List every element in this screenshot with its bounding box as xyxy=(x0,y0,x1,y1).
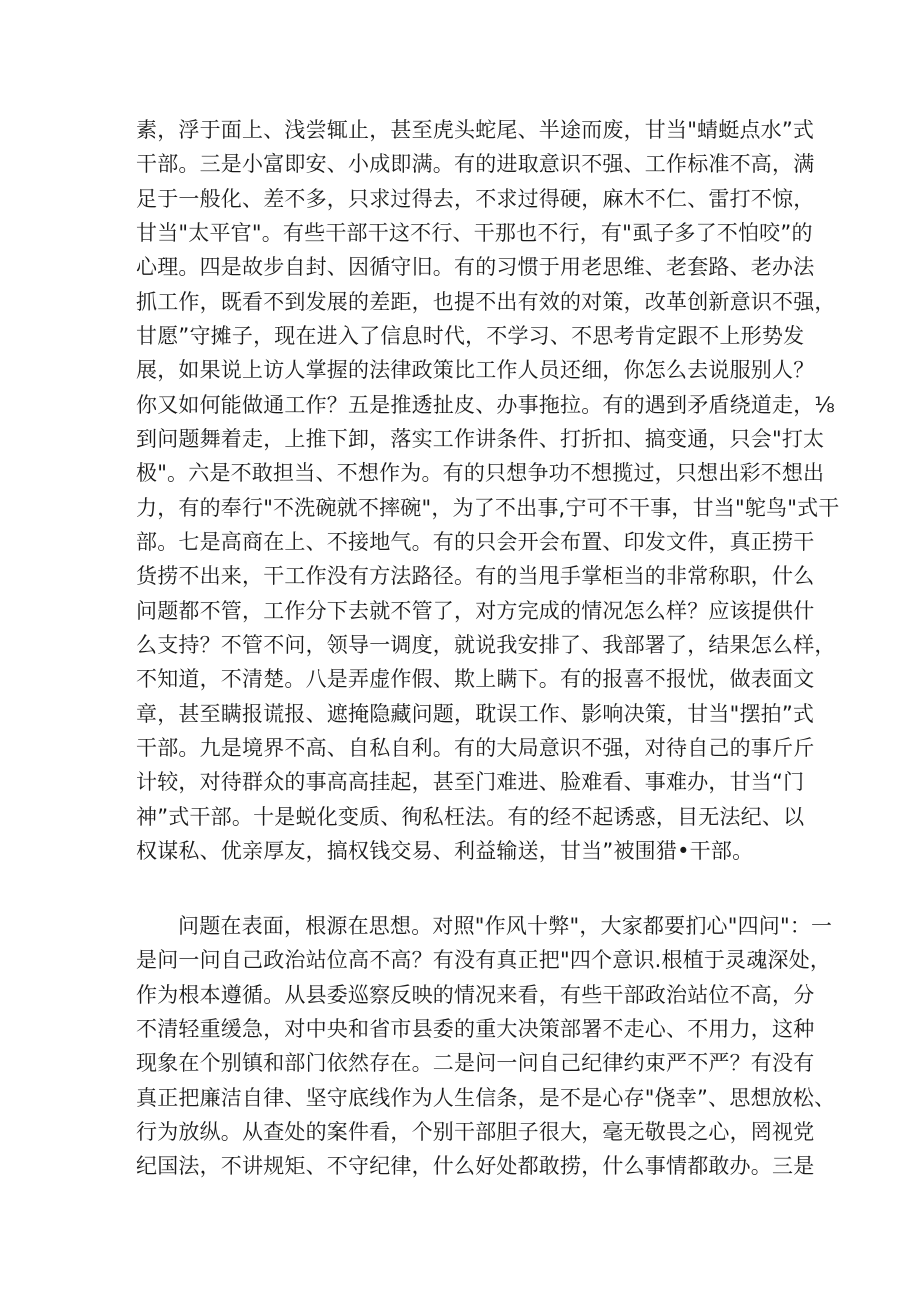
text-line: 足于一般化、差不多，只求过得去，不求过得硬，麻木不仁、雷打不惊， xyxy=(136,187,815,211)
text-line: 甘当"太平官"。有些干部干这不行、干那也不行，有"虱子多了不怕咬”的 xyxy=(136,221,813,245)
text-line: 章，甚至瞒报谎报、遮掩隐藏问题，耽误工作、影响决策，甘当"摆拍”式 xyxy=(136,702,815,726)
text-line: 么支持？不管不问，领导一调度，就说我安排了、我部署了，结果怎么样， xyxy=(136,633,836,657)
text-line: 真正把廉洁自律、坚守底线作为人生信条，是不是心存"侥幸”、思想放松、 xyxy=(136,1086,836,1110)
text-line: 素，浮于面上、浅尝辄止，甚至虎头蛇尾、半途而废，甘当"蜻蜓点水”式 xyxy=(136,118,815,142)
text-line: 干部。九是境界不高、自私自利。有的大局意识不强，对待自己的事斤斤 xyxy=(136,736,815,760)
text-line: 心理。四是故步自封、因循守旧。有的习惯于用老思维、老套路、老办法 xyxy=(136,255,815,279)
text-line: 你又如何能做通工作？五是推透扯皮、办事拖拉。有的遇到矛盾绕道走，⅛ xyxy=(136,393,835,417)
text-line: 现象在个别镇和部门依然存在。二是问一问自己纪律约束严不严？有没有 xyxy=(136,1051,815,1075)
text-line: 力，有的奉行"不洗碗就不摔碗"，为了不出事,宁可不干事，甘当"鸵鸟"式干 xyxy=(136,496,840,520)
text-line: 神”式干部。十是蜕化变质、徇私枉法。有的经不起诱惑，目无法纪、以 xyxy=(136,805,805,829)
text-line: 展，如果说上访人掌握的法律政策比工作人员还细，你怎么去说服别人？ xyxy=(136,358,815,382)
text-line: 抓工作，既看不到发展的差距，也提不出有效的对策，改革创新意识不强， xyxy=(136,290,836,314)
text-line: 到问题舞着走，上推下卸，落实工作讲条件、打折扣、搞变通，只会"打太 xyxy=(136,427,825,451)
text-line: 问题都不管，工作分下去就不管了，对方完成的情况怎么样？应该提供什 xyxy=(136,599,815,623)
text-line: 不知道，不清楚。八是弄虚作假、欺上瞒下。有的报喜不报忧，做表面文 xyxy=(136,667,815,691)
text-line: 纪国法，不讲规矩、不守纪律，什么好处都敢捞，什么事情都敢办。三是 xyxy=(136,1154,815,1178)
text-line: 作为根本遵循。从县委巡察反映的情况来看，有些干部政治站位不高，分 xyxy=(136,983,815,1007)
text-line: 行为放纵。从查处的案件看，个别干部胆子很大，毫无敬畏之心，罔视党 xyxy=(136,1120,815,1144)
text-line: 权谋私、优亲厚友，搞权钱交易、利益输送，甘当”被围猎•干部。 xyxy=(136,839,754,863)
text-line: 货捞不出来，干工作没有方法路径。有的当甩手掌柜当的非常称职，什么 xyxy=(136,564,815,588)
text-line: 干部。三是小富即安、小成即满。有的进取意识不强、工作标准不高，满 xyxy=(136,152,815,176)
text-line: 问题在表面，根源在思想。对照"作风十弊"，大家都要扪心"四问"：一 xyxy=(178,914,833,938)
text-line: 部。七是高商在上、不接地气。有的只会开会布置、印发文件，真正捞干 xyxy=(136,530,815,554)
text-line: 甘愿”守摊子，现在进入了信息时代，不学习、不思考肯定跟不上形势发 xyxy=(136,324,805,348)
text-line: 是问一问自己政治站位高不高？有没有真正把"四个意识.根植于灵魂深处， xyxy=(136,948,832,972)
text-line: 不清轻重缓急，对中央和省市县委的重大决策部署不走心、不用力，这种 xyxy=(136,1017,815,1041)
text-line: 计较，对待群众的事高高挂起，甚至门难进、脸难看、事难办，甘当“门 xyxy=(136,770,805,794)
text-line: 极"。六是不敢担当、不想作为。有的只想争功不想揽过，只想出彩不想出 xyxy=(136,461,825,485)
